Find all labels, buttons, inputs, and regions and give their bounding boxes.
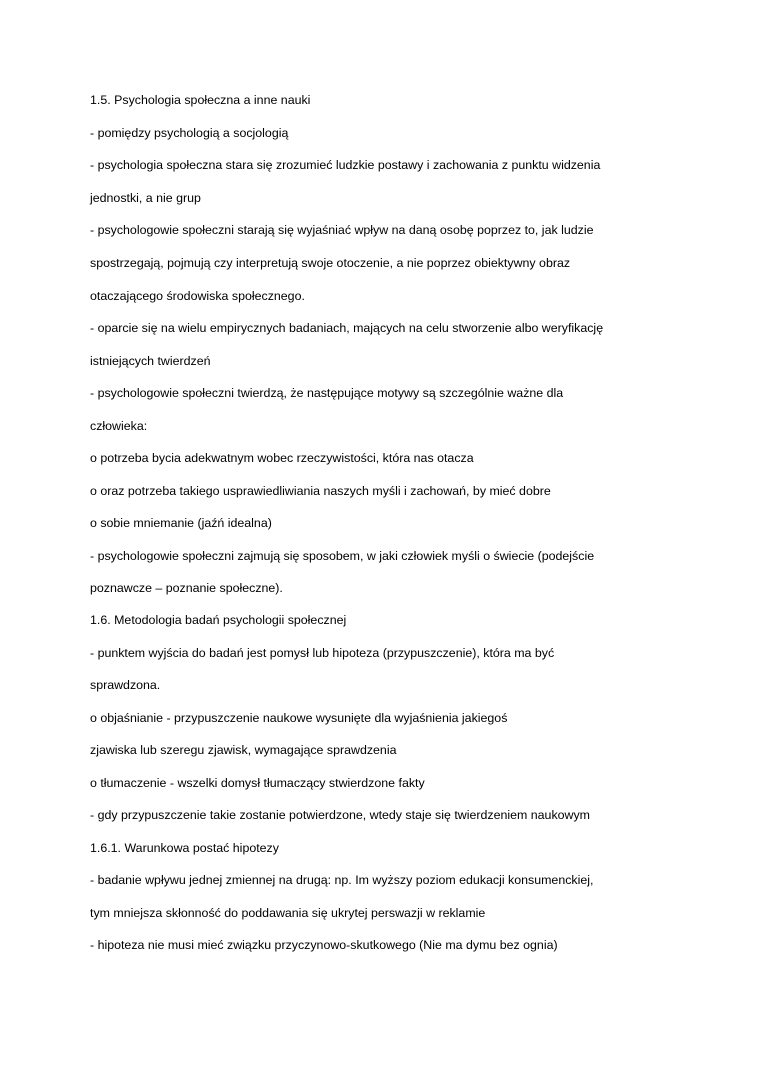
text-line: sprawdzona.: [90, 678, 161, 692]
text-line: istniejących twierdzeń: [90, 354, 211, 368]
text-line: - gdy przypuszczenie takie zostanie potwierdzone, wtedy staje się twierdzeniem naukowym: [90, 808, 590, 822]
text-line: zjawiska lub szeregu zjawisk, wymagające sprawdzenia: [90, 743, 397, 757]
text-line: jednostki, a nie grup: [90, 191, 201, 205]
text-line: otaczającego środowiska społecznego.: [90, 289, 305, 303]
text-line: o sobie mniemanie (jaźń idealna): [90, 516, 272, 530]
text-line: - badanie wpływu jednej zmiennej na drugą: np. Im wyższy poziom edukacji konsumenckiej,: [90, 873, 594, 887]
text-line: - hipoteza nie musi mieć związku przyczynowo-skutkowego (Nie ma dymu bez ognia): [90, 938, 558, 952]
text-line: o objaśnianie - przypuszczenie naukowe wysunięte dla wyjaśnienia jakiegoś: [90, 711, 508, 725]
text-line: o tłumaczenie - wszelki domysł tłumaczący stwierdzone fakty: [90, 776, 425, 790]
text-line: człowieka:: [90, 419, 148, 433]
text-line: - oparcie się na wielu empirycznych badaniach, mających na celu stworzenie albo weryfikację: [90, 321, 604, 335]
text-line: - pomiędzy psychologią a socjologią: [90, 126, 289, 140]
text-line: tym mniejsza skłonność do poddawania się ukrytej perswazji w reklamie: [90, 906, 486, 920]
text-line: - psychologowie społeczni twierdzą, że następujące motywy są szczególnie ważne dla: [90, 386, 564, 400]
text-line: o oraz potrzeba takiego usprawiedliwiania naszych myśli i zachowań, by mieć dobre: [90, 484, 551, 498]
section-heading-1-6: 1.6. Metodologia badań psychologii społecznej: [90, 613, 347, 627]
section-heading-1-5: 1.5. Psychologia społeczna a inne nauki: [90, 93, 311, 107]
text-line: - psychologia społeczna stara się zrozumieć ludzkie postawy i zachowania z punktu widzenia: [90, 158, 601, 172]
text-line: spostrzegają, pojmują czy interpretują swoje otoczenie, a nie poprzez obiektywny obraz: [90, 256, 571, 270]
text-line: o potrzeba bycia adekwatnym wobec rzeczywistości, która nas otacza: [90, 451, 474, 465]
text-line: - psychologowie społeczni zajmują się sposobem, w jaki człowiek myśli o świecie (podejście: [90, 549, 595, 563]
section-heading-1-6-1: 1.6.1. Warunkowa postać hipotezy: [90, 841, 279, 855]
text-line: - psychologowie społeczni starają się wyjaśniać wpływ na daną osobę poprzez to, jak ludzie: [90, 223, 594, 237]
text-line: poznawcze – poznanie społeczne).: [90, 581, 283, 595]
text-line: - punktem wyjścia do badań jest pomysł lub hipoteza (przypuszczenie), która ma być: [90, 646, 555, 660]
